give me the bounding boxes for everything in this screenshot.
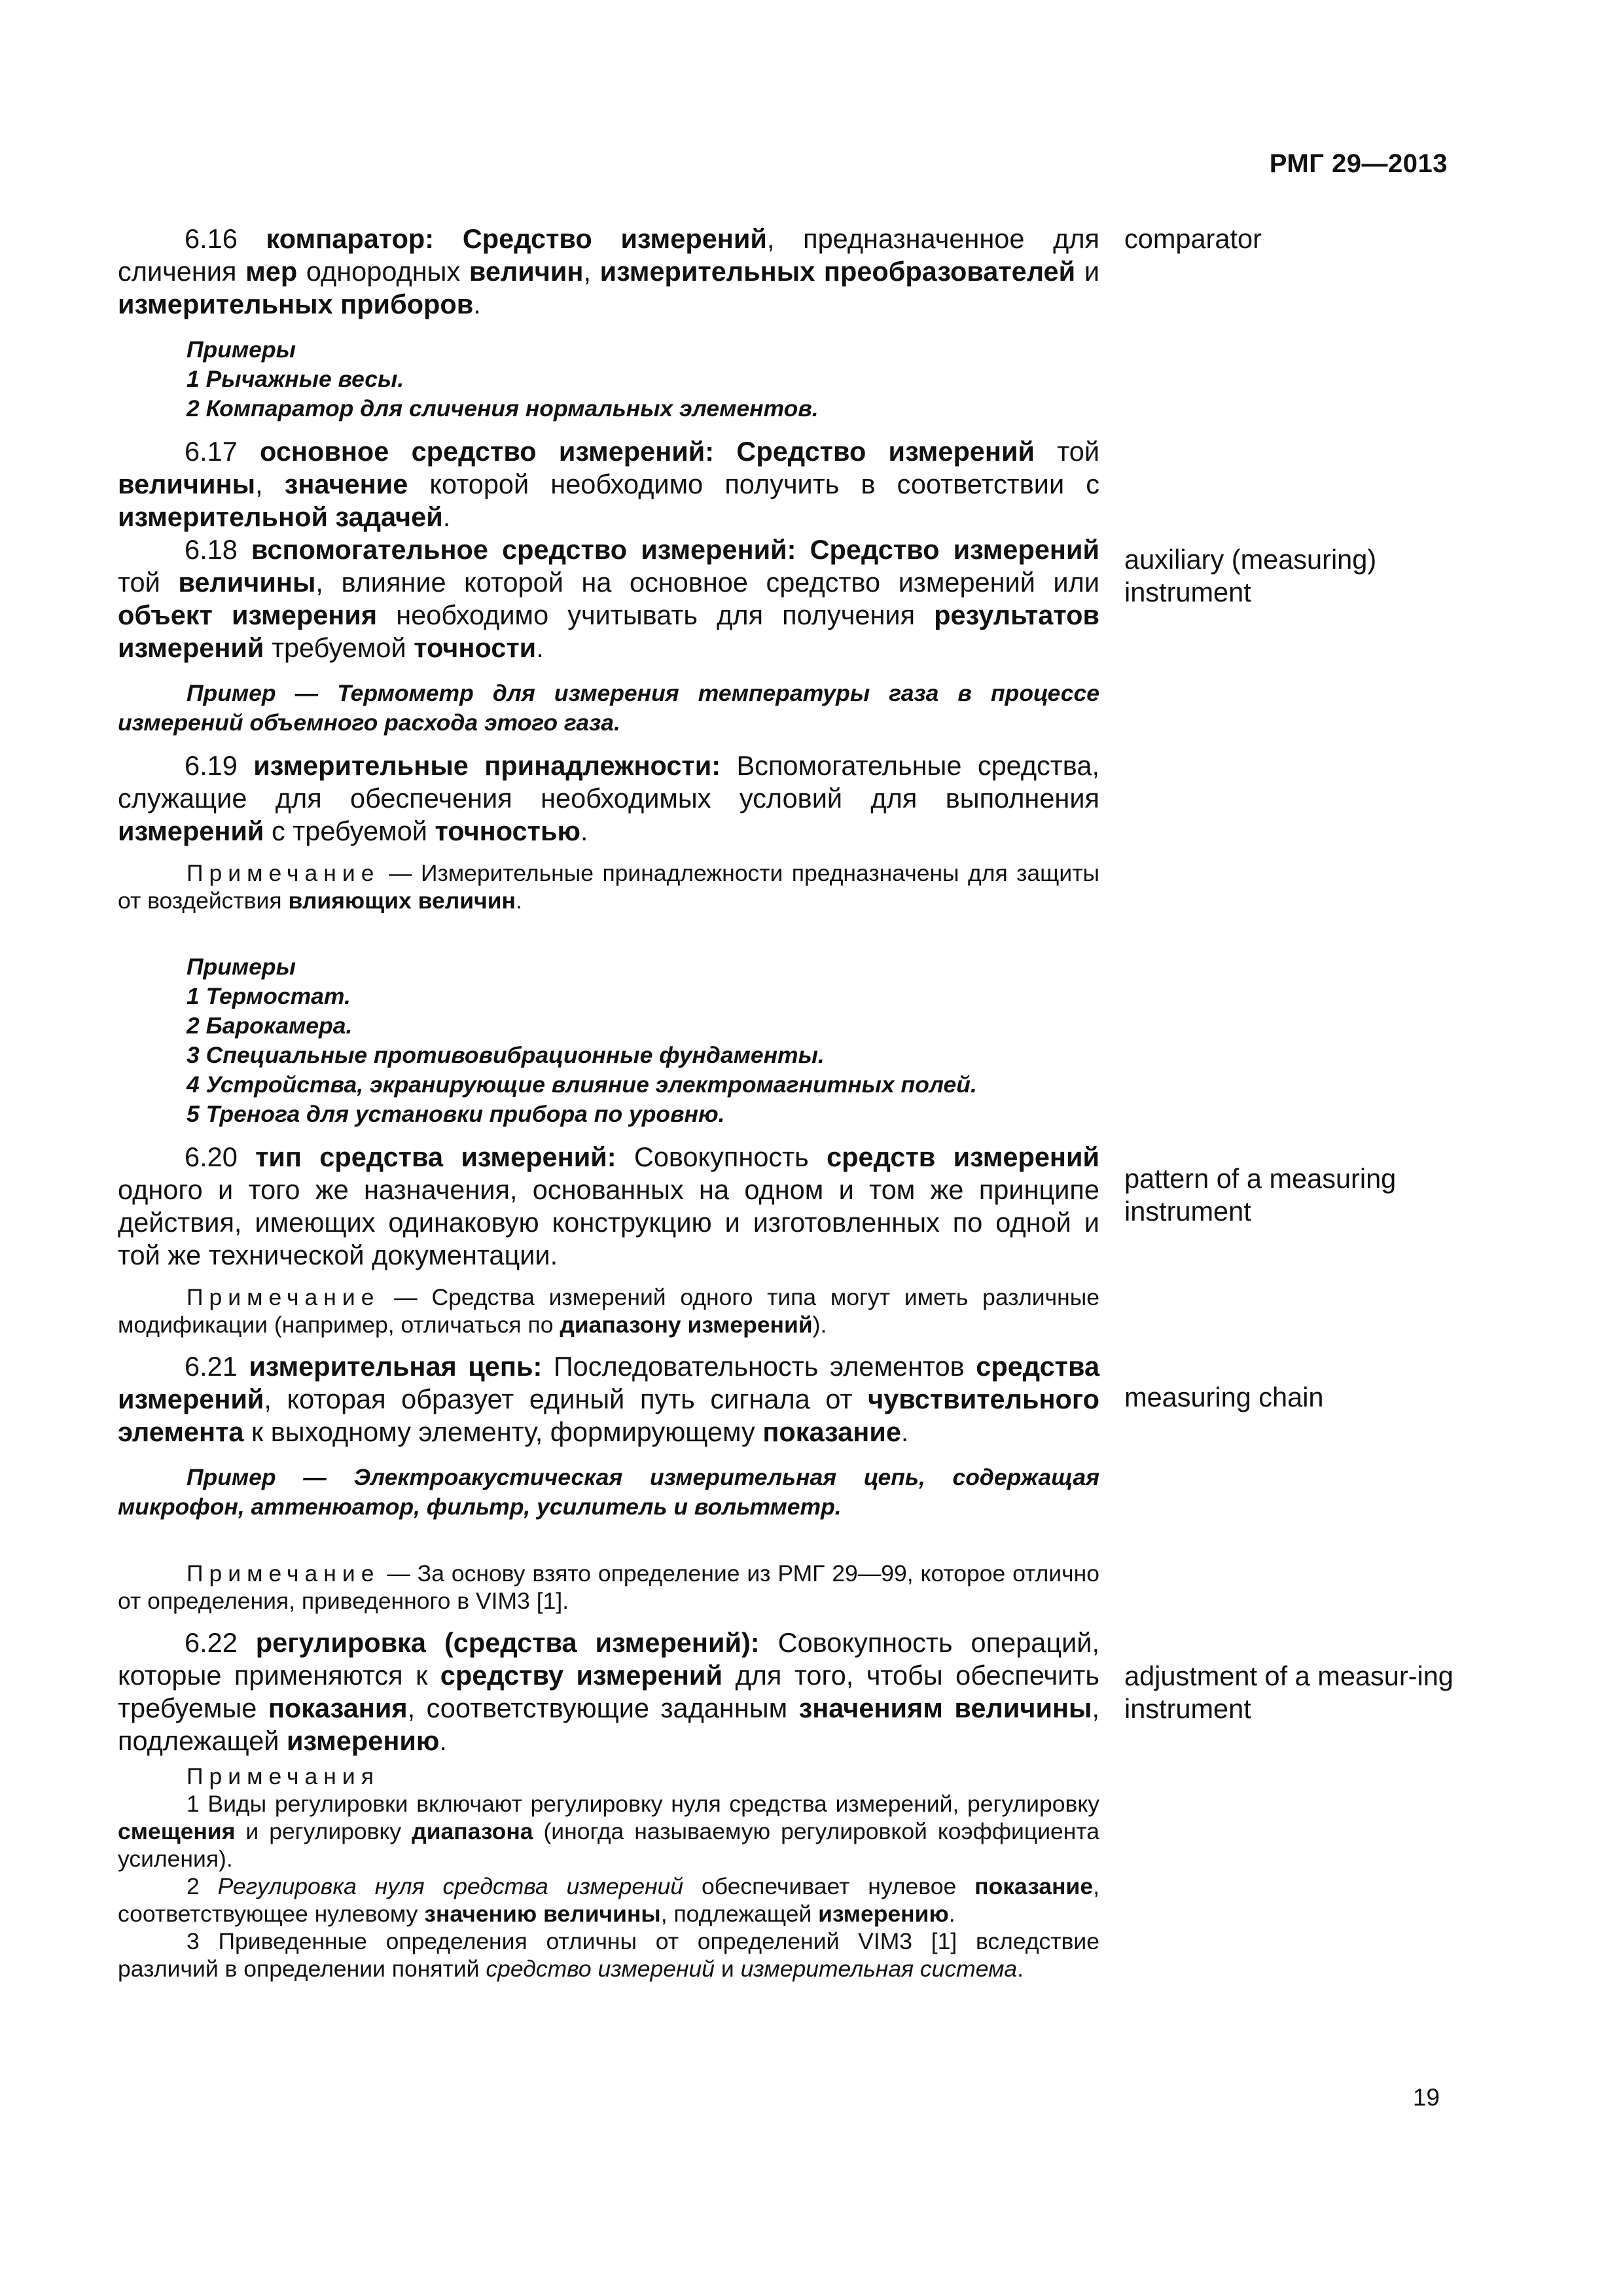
note-item-3: 3 Приведенные определения отличны от определений VIM3 [1] вследствие различий в определении понятий средство измерений и измерительная система. bbox=[118, 1928, 1099, 1982]
section-6-21: 6.21 измерительная цепь: Последовательность элементов средства измерений, которая образует единый путь сигнала от чувствительного элемента к выходному элементу, формирующему показание. bbox=[118, 1351, 1100, 1447]
note-item-2: 2 Регулировка нуля средства измерений обеспечивает нулевое показание, соответствующее нулевому значению величины, подлежащей измерению. bbox=[118, 1873, 1100, 1927]
english-term-adjustment: adjustment of a measur-ing instrument bbox=[1124, 1660, 1454, 1724]
notes-6-22 bbox=[118, 1763, 1099, 1982]
english-term-measuring-chain: measuring chain bbox=[1124, 1382, 1324, 1412]
example-item: 2 Компаратор для сличения нормальных элементов. bbox=[187, 395, 819, 422]
note-6-21: Примечание — За основу взято определение из РМГ 29—99, которое отлично от определения, приведенного в VIM3 [1]. bbox=[118, 1560, 1099, 1614]
examples-6-19 bbox=[118, 952, 1099, 1129]
note-label: Примечание bbox=[187, 860, 380, 886]
example-item: 2 Барокамера. bbox=[187, 1013, 353, 1039]
section-6-22: 6.22 регулировка (средства измерений): Совокупность операций, которые применяются к средству измерений для того, чтобы обеспечить требуемые показания, соответствующие заданным значениям величины, подлежащей измерению. bbox=[118, 1627, 1100, 1756]
note-6-19: Примечание — Измерительные принадлежности предназначены для защиты от воздействия влияющих величин. bbox=[118, 860, 1099, 914]
section-6-18: 6.18 вспомогательное средство измерений: Средство измерений той величины, влияние которой на основное средство измерений или объект измерения необходимо учитывать для получения результатов измерений требуемой точности. bbox=[118, 534, 1100, 663]
examples-title: Примеры bbox=[187, 954, 296, 980]
document-body bbox=[118, 223, 1099, 1994]
note-6-20: Примечание — Средства измерений одного типа могут иметь различные модификации (например, отличаться по диапазону измерений). bbox=[118, 1284, 1099, 1338]
note-item-1: 1 Виды регулировки включают регулировку нуля средства измерений, регулировку смещения и регулировку диапазона (иногда называемую регулировкой коэффициента усиления). bbox=[118, 1791, 1099, 1872]
section-6-16: 6.16 компаратор: Средство измерений, предназначенное для сличения мер однородных величин, измерительных преобразователей и измерительных приборов. bbox=[118, 223, 1100, 319]
page-number: 19 bbox=[1412, 2084, 1440, 2111]
examples-title: Примеры bbox=[187, 336, 296, 363]
english-term-pattern: pattern of a measuring instrument bbox=[1124, 1163, 1397, 1227]
note-label: Примечание bbox=[187, 1284, 380, 1310]
section-6-20: 6.20 тип средства измерений: Совокупность средств измерений одного и того же назначения, основанных на одном и том же принципе действия, имеющих одинаковую конструкцию и изготовленных по одной и той же технической документации. bbox=[118, 1141, 1099, 1270]
section-6-17: 6.17 основное средство измерений: Средство измерений той величины, значение которой необходимо получить в соответствии с измерительной задачей. bbox=[118, 436, 1100, 532]
note-label: Примечание bbox=[187, 1560, 380, 1587]
example-item: 1 Термостат. bbox=[187, 983, 351, 1009]
example-item: 1 Рычажные весы. bbox=[187, 366, 404, 392]
example-6-18: Пример — Термометр для измерения температуры газа в процессе измерений объемного расхода этого газа. bbox=[118, 680, 1099, 736]
section-6-19: 6.19 измерительные принадлежности: Вспомогательные средства, служащие для обеспечения необходимых условий для выполнения измерений с требуемой точностью. bbox=[118, 750, 1099, 846]
notes-label: Примечания bbox=[187, 1763, 380, 1789]
document-id-header: РМГ 29—2013 bbox=[1269, 149, 1448, 178]
english-term-auxiliary-instrument: auxiliary (measuring) instrument bbox=[1124, 544, 1377, 607]
examples-6-16 bbox=[118, 335, 1099, 423]
example-item: 5 Тренога для установки прибора по уровню. bbox=[187, 1101, 725, 1127]
english-term-comparator: comparator bbox=[1124, 223, 1262, 254]
example-6-21: Пример — Электроакустическая измерительная цепь, содержащая микрофон, аттенюатор, фильтр, усилитель и вольтметр. bbox=[118, 1464, 1099, 1520]
example-item: 3 Специальные противовибрационные фундаменты. bbox=[187, 1042, 825, 1068]
example-item: 4 Устройства, экранирующие влияние электромагнитных полей. bbox=[187, 1071, 977, 1098]
